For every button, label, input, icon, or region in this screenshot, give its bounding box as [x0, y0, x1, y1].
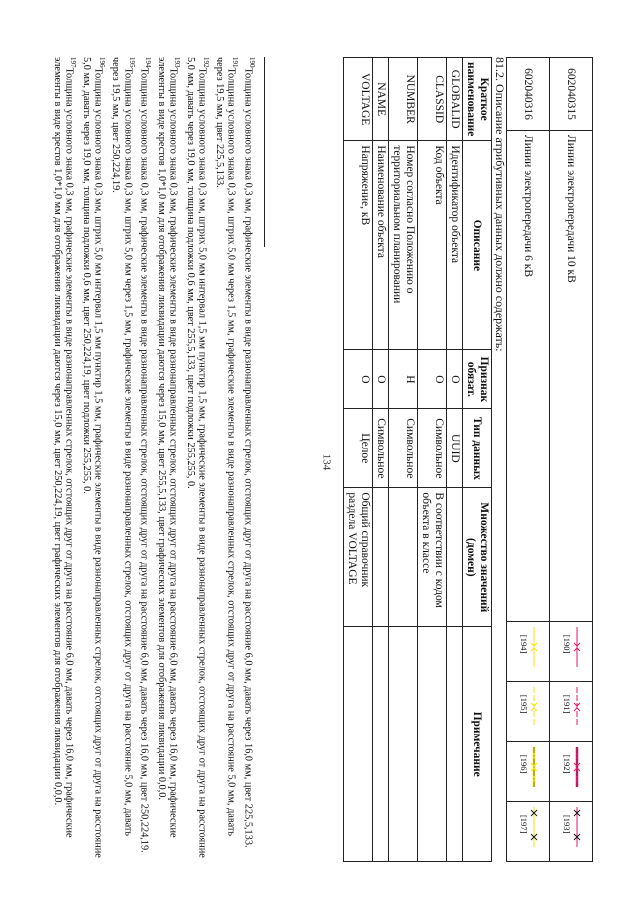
cell-description: Номер согласно Положению о территориальном планировании: [389, 141, 418, 350]
cell-short-name: NUMBER: [389, 58, 418, 141]
table-row: [389, 58, 418, 862]
symbol-cell: [550, 681, 593, 741]
cell-data-type: Целое: [344, 409, 373, 488]
footnotes: [50, 57, 258, 862]
symbol-cell: [550, 741, 593, 801]
line-symbol-icon: [572, 747, 582, 787]
footnote-text: Толщина условного знака 0,3 мм, графические элементы в виде разнонаправленных стрелок, отстоящих друг от друга на расстояние 6,0 мм, давать через 16,0 мм, графические элементы в виде крестов 1,0*1,0 мм для отображения ликвидации даются через 15,0 мм, цвет 250,224,19, цвет графических элементов для отображения ликвидации 0,0,0.: [51, 57, 76, 838]
cell-required: Н: [389, 350, 418, 409]
line-symbol-icon: [529, 687, 539, 727]
header-required: Признак обязат.: [463, 350, 492, 409]
symbol-cell: [507, 741, 550, 801]
footnote-number: 191: [231, 57, 240, 68]
symbol-footnote-ref: [197]: [519, 814, 529, 834]
object-name: Линии электропередачи 6 кВ: [507, 130, 550, 621]
footnote-text: Толщина условного знака 0,3 мм, графические элементы в виде разнонаправленных стрелок, отстоящих друг от друга на расстояние 6,0 мм, давать через 16,0 мм, цвет 250,224,19.: [138, 67, 150, 853]
footnote-text: Толщина условного знака 0,3 мм, штрих 5,0 мм через 1,5 мм, графические элементы в виде разнонаправленных стрелок, отстоящих друг от друга на расстояние 5,0 мм, давать через 19,5 мм, цвет 250,224,19.: [109, 57, 134, 837]
footnote-number: 193: [173, 57, 182, 68]
footnote: [154, 57, 183, 862]
footnote: [109, 57, 138, 862]
cell-short-name: CLASSID: [418, 58, 447, 141]
footnote-number: 197: [69, 57, 78, 68]
cell-data-type: Символьное: [373, 409, 389, 488]
cell-short-name: NAME: [373, 58, 389, 141]
symbol-footnote-ref: [191]: [562, 694, 572, 714]
header-description: Описание: [463, 141, 492, 350]
table-row: [373, 58, 389, 862]
footnote-separator: [264, 57, 265, 247]
symbol-cell: [507, 681, 550, 741]
footnote-text: Толщина условного знака 0,3 мм, штрих 5,0 мм интервал 1,5 мм пунктир 1,5 мм, графические элементы в виде разнонаправленных стрелок, отстоящих друг от друга на расстояние 5,0 мм, давать через 19,0 мм, толщина подложки 0,6 мм, цвет 250,224,19, цвет подложки 255,255, 0.: [80, 57, 105, 858]
footnote: [50, 57, 79, 862]
table-row: [418, 58, 447, 862]
object-code: 602040315: [550, 58, 593, 131]
object-code: 602040316: [507, 58, 550, 131]
symbol-cell: [507, 621, 550, 681]
cell-description: Наименование объекта: [373, 141, 389, 350]
table-row: [550, 58, 593, 862]
footnote-number: 190: [248, 57, 256, 68]
cell-domain: [447, 488, 463, 627]
footnote-number: 196: [98, 57, 107, 68]
cell-domain: В соответствии с кодом объекта в классе: [418, 488, 447, 627]
cell-data-type: Символьное: [389, 409, 418, 488]
cell-short-name: GLOBALID: [447, 58, 463, 141]
header-data-type: Тип данных: [463, 409, 492, 488]
cell-description: Код объекта: [418, 141, 447, 350]
cell-description: Напряжение, кВ: [344, 141, 373, 350]
cell-required: О: [373, 350, 389, 409]
attributes-table: [343, 57, 492, 862]
line-symbol-icon: [529, 807, 539, 847]
symbol-footnote-ref: [193]: [562, 814, 572, 834]
symbol-cell: [550, 621, 593, 681]
cell-short-name: VOLTAGE: [344, 58, 373, 141]
footnote-number: 195: [127, 57, 136, 68]
line-symbol-icon: [529, 747, 539, 787]
cell-data-type: UUID: [447, 409, 463, 488]
table-row: [447, 58, 463, 862]
footnote-text: Толщина условного знака 0,3 мм, штрих 5,0 мм интервал 1,5 мм пунктир 1,5 мм, графические элементы в виде разнонаправленных стрелок, отстоящих друг от друга на расстояние 5,0 мм, давать через 19,0 мм, толщина подложки 0,6 мм, цвет 255,5,133, цвет подложки 255,255, 0.: [184, 57, 208, 858]
cell-required: О: [418, 350, 447, 409]
cell-description: Идентификатор объекта: [447, 141, 463, 350]
cell-data-type: Символьное: [418, 409, 447, 488]
attributes-caption: 81.2. Описание атрибутивных данных должно содержать:: [493, 57, 507, 352]
cell-required: О: [447, 350, 463, 409]
cell-note: [344, 627, 373, 862]
cell-domain: Общий справочник раздела VOLTAGE: [344, 488, 373, 627]
line-symbol-icon: [529, 627, 539, 667]
object-name: Линии электропередачи 10 кВ: [550, 130, 593, 621]
symbol-cell: [507, 801, 550, 861]
line-symbol-icon: [572, 687, 582, 727]
cell-note: [418, 627, 447, 862]
footnote: [138, 57, 155, 862]
footnote-text: Толщина условного знака 0,3 мм, графические элементы в виде разнонаправленных стрелок, отстоящих друг от друга на расстояние 6,0 мм, давать через 16,0 мм, графические элементы в виде крестов 1,0*1,0 мм для отображения ликвидации даются через 15,0 мм, цвет 255,5,133, цвет графических элементов для отображения ликвидации 0,0,0.: [155, 57, 179, 838]
line-symbol-icon: [572, 807, 582, 847]
cell-domain: [389, 488, 418, 627]
header-short-name: Краткое наименование: [463, 58, 492, 141]
symbol-cell: [550, 801, 593, 861]
symbol-footnote-ref: [190]: [562, 634, 572, 654]
footnote-text: Толщина условного знака 0,3 мм, графические элементы в виде разнонаправленных стрелок, отстоящих друг от друга на расстояние 6,0 мм, давать через 16,0 мм, цвет 225,5,133.: [242, 67, 254, 848]
footnote: [212, 57, 241, 862]
footnote: [241, 57, 258, 862]
cell-domain: [373, 488, 389, 627]
table-row: [344, 58, 373, 862]
cell-note: [447, 627, 463, 862]
header-row: [463, 58, 492, 862]
page-number: 134: [320, 453, 333, 471]
cell-required: О: [344, 350, 373, 409]
cell-note: [389, 627, 418, 862]
footnote-text: Толщина условного знака 0,3 мм, штрих 5,0 мм через 1,5 мм, графические элементы в виде разнонаправленных стрелок, отстоящих друг от друга на расстояние 5,0 мм, давать через 19,5 мм, цвет 225,5,133.: [213, 57, 237, 837]
symbol-footnote-ref: [195]: [519, 694, 529, 714]
header-domain: Множество значений (домен): [463, 488, 492, 627]
symbol-footnote-ref: [194]: [519, 634, 529, 654]
footnote: [79, 57, 108, 862]
table-row: [507, 58, 550, 862]
symbol-footnote-ref: [196]: [519, 754, 529, 774]
power-lines-table: [506, 57, 593, 862]
header-note: Примечание: [463, 627, 492, 862]
footnote-number: 192: [202, 57, 211, 68]
footnote-number: 194: [144, 57, 153, 68]
symbol-footnote-ref: [192]: [562, 754, 572, 774]
footnote: [183, 57, 212, 862]
line-symbol-icon: [572, 627, 582, 667]
cell-note: [373, 627, 389, 862]
